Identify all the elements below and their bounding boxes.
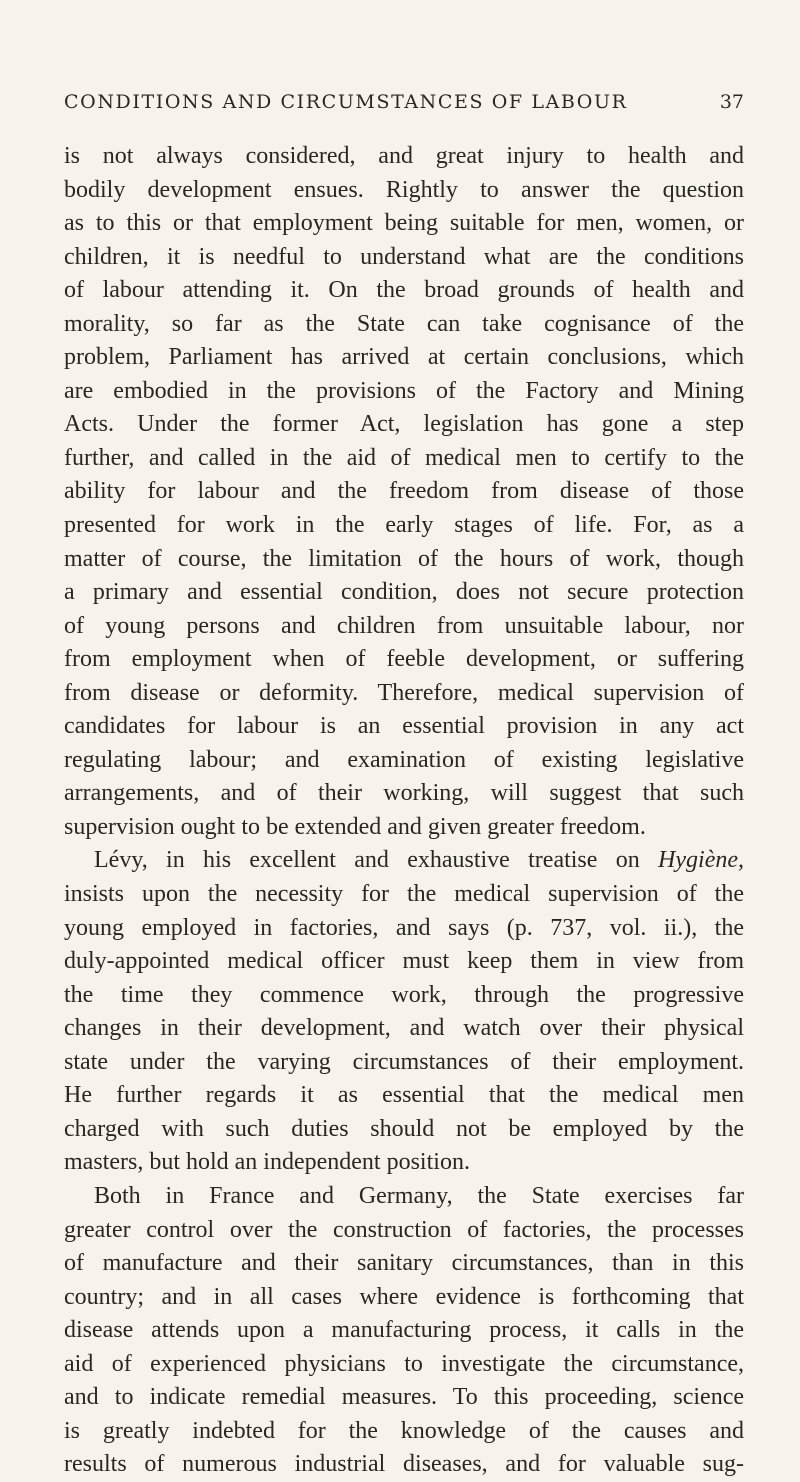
text-line: young employed in factories, and says (p. 737, vol. ii.), the: [64, 914, 744, 941]
text-line: regulating labour; and examination of existing legislative: [64, 746, 744, 773]
text-line: from employment when of feeble development, or suffering: [64, 646, 744, 673]
text-line: arrangements, and of their working, will suggest that such: [64, 780, 744, 807]
text-line: of manufacture and their sanitary circumstances, than in this: [64, 1250, 744, 1277]
text-line: further, and called in the aid of medical men to certify to the: [64, 444, 744, 471]
text-line: state under the varying circumstances of their employment.: [64, 1048, 744, 1075]
text-line: children, it is needful to understand what are the conditions: [64, 243, 744, 270]
text-line: country; and in all cases where evidence is forthcoming that: [64, 1283, 744, 1310]
text-line: results of numerous industrial diseases, and for valuable sug-: [64, 1451, 744, 1478]
text-line: bodily development ensues. Rightly to answer the question: [64, 176, 744, 203]
text-line: candidates for labour is an essential provision in any act: [64, 713, 744, 740]
text-line: supervision ought to be extended and given greater freedom.: [64, 813, 646, 840]
text-line: Acts. Under the former Act, legislation has gone a step: [64, 411, 744, 438]
text-line: morality, so far as the State can take cognisance of the: [64, 310, 744, 337]
text-line: changes in their development, and watch over their physical: [64, 1015, 744, 1042]
text-line: is not always considered, and great injury to health and: [64, 143, 744, 169]
text-fragment: Lévy, in his excellent and exhaustive treatise on: [94, 847, 640, 874]
text-line: is greatly indebted for the knowledge of the causes and: [64, 1417, 744, 1444]
text-line-with-italic: [64, 844, 744, 878]
text-line: from disease or deformity. Therefore, medical supervision of: [64, 679, 744, 706]
text-line: duly-appointed medical officer must keep them in view from: [64, 948, 744, 975]
text-line: the time they commence work, through the progressive: [64, 981, 744, 1008]
page-number: 37: [719, 91, 744, 113]
text-line: Both in France and Germany, the State exercises far: [94, 1182, 744, 1209]
text-line: insists upon the necessity for the medical supervision of the: [64, 881, 744, 908]
page-header: [64, 91, 744, 121]
text-line: aid of experienced physicians to investigate the circumstance,: [64, 1350, 744, 1377]
text-line: ability for labour and the freedom from disease of those: [64, 478, 744, 505]
text-line: disease attends upon a manufacturing process, it calls in the: [64, 1317, 744, 1344]
body-text: [64, 140, 744, 1482]
text-line: charged with such duties should not be employed by the: [64, 1115, 744, 1142]
text-line: a primary and essential condition, does not secure protection: [64, 579, 744, 606]
text-line: of labour attending it. On the broad grounds of health and: [64, 277, 744, 304]
text-line: are embodied in the provisions of the Factory and Mining: [64, 377, 744, 404]
text-line: problem, Parliament has arrived at certain conclusions, which: [64, 344, 744, 371]
text-line: He further regards it as essential that the medical men: [64, 1082, 744, 1109]
text-line: of young persons and children from unsuitable labour, nor: [64, 612, 744, 639]
text-line: as to this or that employment being suitable for men, women, or: [64, 210, 744, 237]
text-line: greater control over the construction of factories, the processes: [64, 1216, 744, 1243]
text-line: presented for work in the early stages of life. For, as a: [64, 512, 744, 539]
running-head: CONDITIONS AND CIRCUMSTANCES OF LABOUR: [64, 91, 628, 113]
italic-title: Hygiène,: [658, 847, 745, 874]
text-line: masters, but hold an independent position.: [64, 1149, 470, 1176]
text-line: and to indicate remedial measures. To this proceeding, science: [64, 1384, 744, 1411]
text-line: matter of course, the limitation of the hours of work, though: [64, 545, 744, 572]
